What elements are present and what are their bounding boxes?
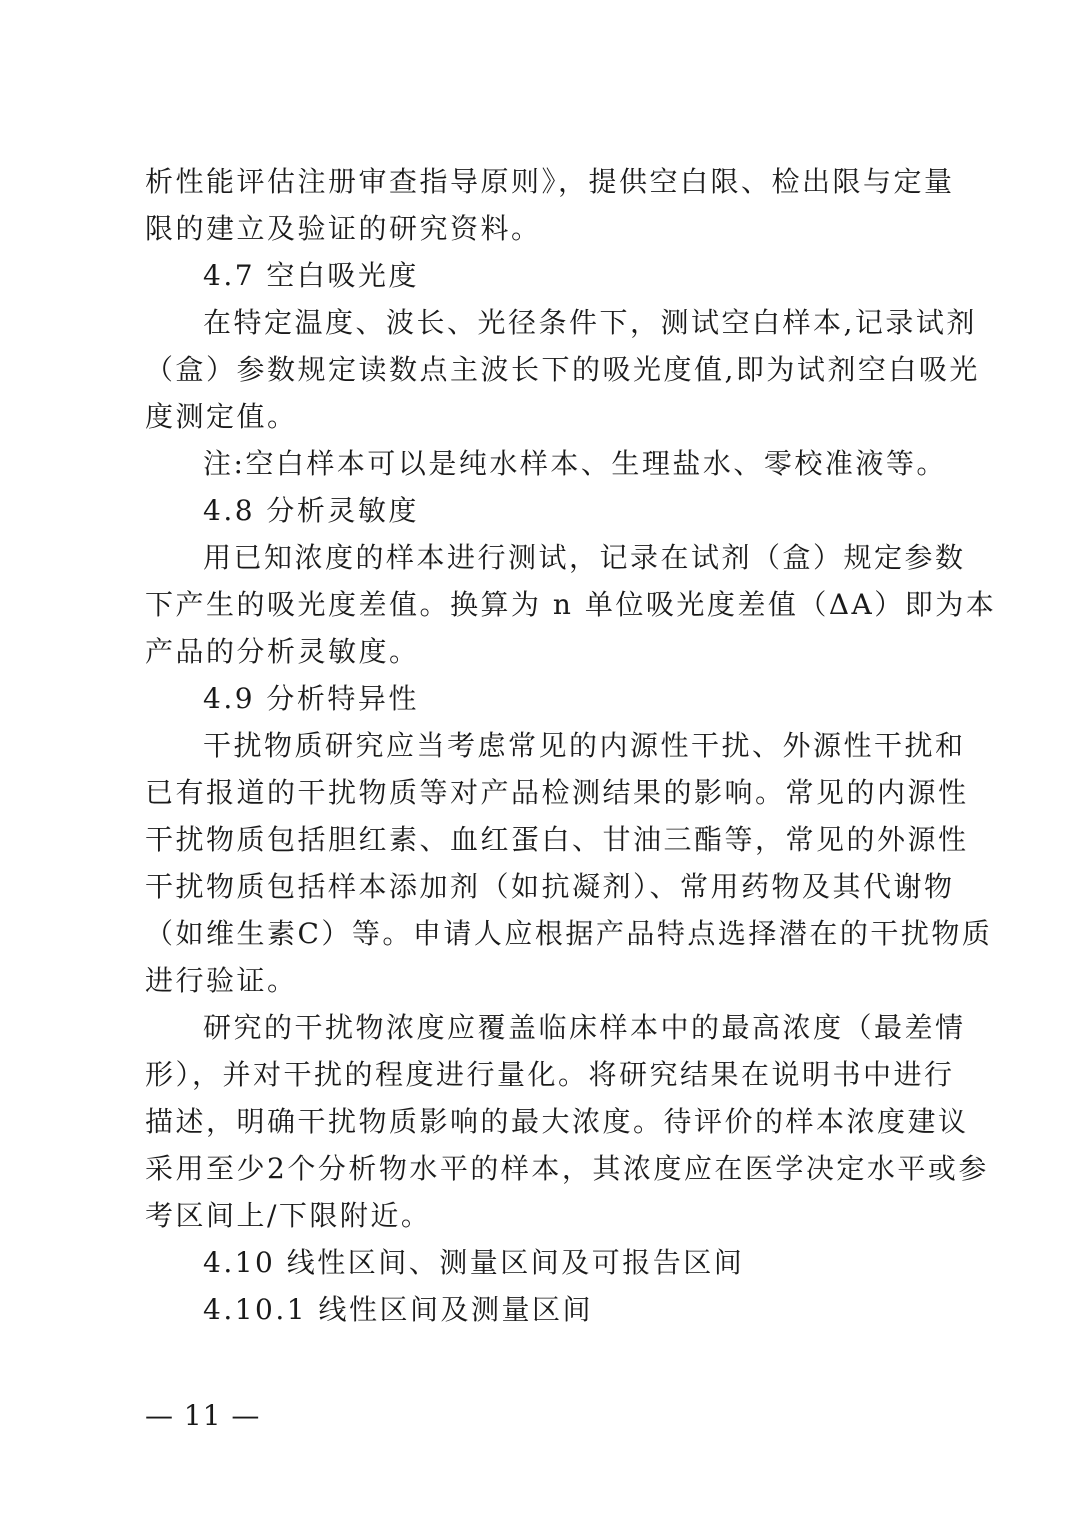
section-heading-4-8: 4.8 分析灵敏度 xyxy=(203,494,419,527)
note-line: 注:空白样本可以是纯水样本、生理盐水、零校准液等。 xyxy=(203,447,947,480)
text-line: 已有报道的干扰物质等对产品检测结果的影响。常见的内源性 xyxy=(145,776,969,809)
text-line: 干扰物质研究应当考虑常见的内源性干扰、外源性干扰和 xyxy=(203,729,966,762)
text-line: （盒）参数规定读数点主波长下的吸光度值,即为试剂空白吸光 xyxy=(145,353,980,386)
text-line: （如维生素C）等。申请人应根据产品特点选择潜在的干扰物质 xyxy=(145,917,993,950)
text-line: 进行验证。 xyxy=(145,964,298,997)
text-line: 在特定温度、波长、光径条件下，测试空白样本,记录试剂 xyxy=(203,306,977,339)
section-heading-4-7: 4.7 空白吸光度 xyxy=(203,259,419,292)
text-line: 析性能评估注册审查指导原则》，提供空白限、检出限与定量 xyxy=(145,165,955,198)
text-line: 干扰物质包括样本添加剂（如抗凝剂）、常用药物及其代谢物 xyxy=(145,870,955,903)
section-heading-4-10-1: 4.10.1 线性区间及测量区间 xyxy=(203,1293,593,1326)
text-line: 限的建立及验证的研究资料。 xyxy=(145,212,542,245)
text-line: 采用至少2个分析物水平的样本，其浓度应在医学决定水平或参 xyxy=(145,1152,989,1185)
page-number: — 11 — xyxy=(145,1399,261,1432)
section-heading-4-9: 4.9 分析特异性 xyxy=(203,682,419,715)
text-line: 干扰物质包括胆红素、血红蛋白、甘油三酯等，常见的外源性 xyxy=(145,823,969,856)
text-line: 用已知浓度的样本进行测试，记录在试剂（盒）规定参数 xyxy=(203,541,966,574)
text-line: 度测定值。 xyxy=(145,400,298,433)
text-line: 产品的分析灵敏度。 xyxy=(145,635,420,668)
text-line: 形），并对干扰的程度进行量化。将研究结果在说明书中进行 xyxy=(145,1058,955,1091)
text-line: 下产生的吸光度差值。换算为 n 单位吸光度差值（ΔA）即为本 xyxy=(145,588,997,621)
text-line: 考区间上/下限附近。 xyxy=(145,1199,432,1232)
text-line: 研究的干扰物浓度应覆盖临床样本中的最高浓度（最差情 xyxy=(203,1011,966,1044)
document-body xyxy=(145,158,997,1333)
text-line: 描述，明确干扰物质影响的最大浓度。待评价的样本浓度建议 xyxy=(145,1105,969,1138)
section-heading-4-10: 4.10 线性区间、测量区间及可报告区间 xyxy=(203,1246,745,1279)
